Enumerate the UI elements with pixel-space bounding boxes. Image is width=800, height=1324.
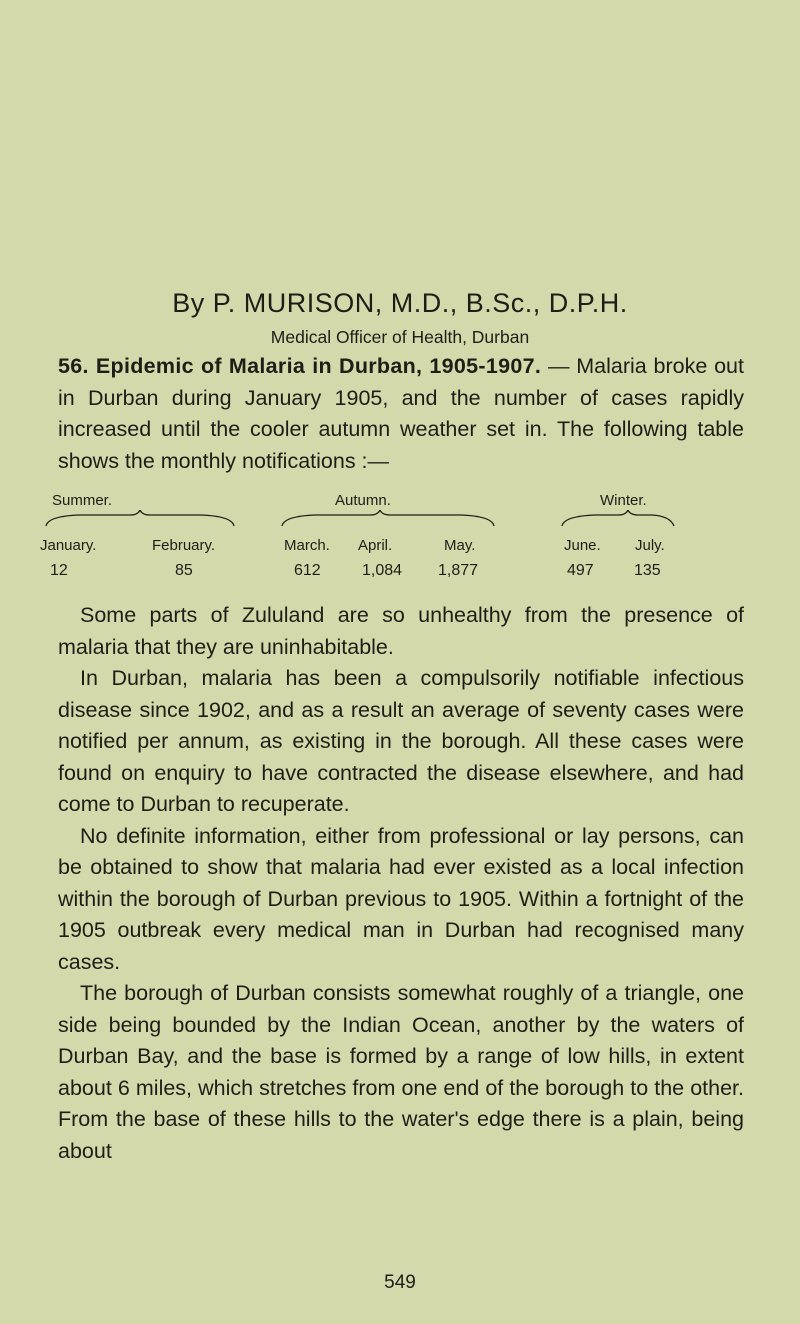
season-winter: Winter.	[600, 492, 647, 509]
value-february: 85	[175, 562, 193, 579]
value-april: 1,084	[362, 562, 403, 579]
month-april: April.	[358, 537, 393, 554]
month-june: June.	[564, 537, 601, 554]
value-june: 497	[567, 562, 594, 579]
paragraph-geography: The borough of Durban consists somewhat roughly of a triangle, one side being bounded by the Indian Ocean, another by the waters of Durban Bay, and the base is formed by a range of low hills, in extent about 6 miles, which stretches from one end of the borough to the other. From the base of these hills to the water's edge there is a plain, being about	[58, 981, 744, 1163]
value-january: 12	[50, 562, 68, 579]
autumn-brace	[282, 510, 494, 526]
month-july: July.	[635, 537, 665, 554]
notifications-table	[40, 492, 760, 592]
season-autumn: Autumn.	[335, 492, 391, 509]
month-may: May.	[444, 537, 476, 554]
month-march: March.	[284, 537, 330, 554]
section-heading: 56. Epidemic of Malaria in Durban, 1905-1907.	[58, 354, 542, 378]
paragraph-local-infection: No definite information, either from professional or lay persons, can be obtained to show that malaria had ever existed as a local infection within the borough of Durban previous to 1905. Within a fortnight of the 1905 outbreak every medical man in Durban had recognised many cases.	[58, 823, 744, 974]
body-paragraphs	[58, 600, 744, 1167]
season-summer: Summer.	[52, 492, 113, 509]
section-intro-text: — Malaria broke out in Durban during January 1905, and the number of cases rapidly increased until the cooler autumn weather set in. The following table shows the monthly notifications :—	[58, 354, 744, 473]
month-january: January.	[40, 537, 97, 554]
page-number: 549	[384, 1272, 416, 1293]
paragraph-zululand: Some parts of Zululand are so unhealthy from the presence of malaria that they are uninhabitable.	[58, 603, 744, 659]
summer-brace	[46, 510, 234, 526]
section-intro	[58, 351, 744, 477]
value-march: 612	[294, 562, 321, 579]
winter-brace	[562, 510, 674, 526]
paragraph-notifiable: In Durban, malaria has been a compulsorily notifiable infectious disease since 1902, and as a result an average of seventy cases were notified per annum, as existing in the borough. All these cases were found on enquiry to have contracted the disease elsewhere, and had come to Durban to recuperate.	[58, 666, 744, 816]
month-february: February.	[152, 537, 216, 554]
value-may: 1,877	[438, 562, 479, 579]
season-braces	[40, 510, 760, 532]
author-byline: By P. MURISON, M.D., B.Sc., D.P.H.	[172, 288, 628, 318]
author-affiliation: Medical Officer of Health, Durban	[270, 327, 530, 347]
value-july: 135	[634, 562, 661, 579]
